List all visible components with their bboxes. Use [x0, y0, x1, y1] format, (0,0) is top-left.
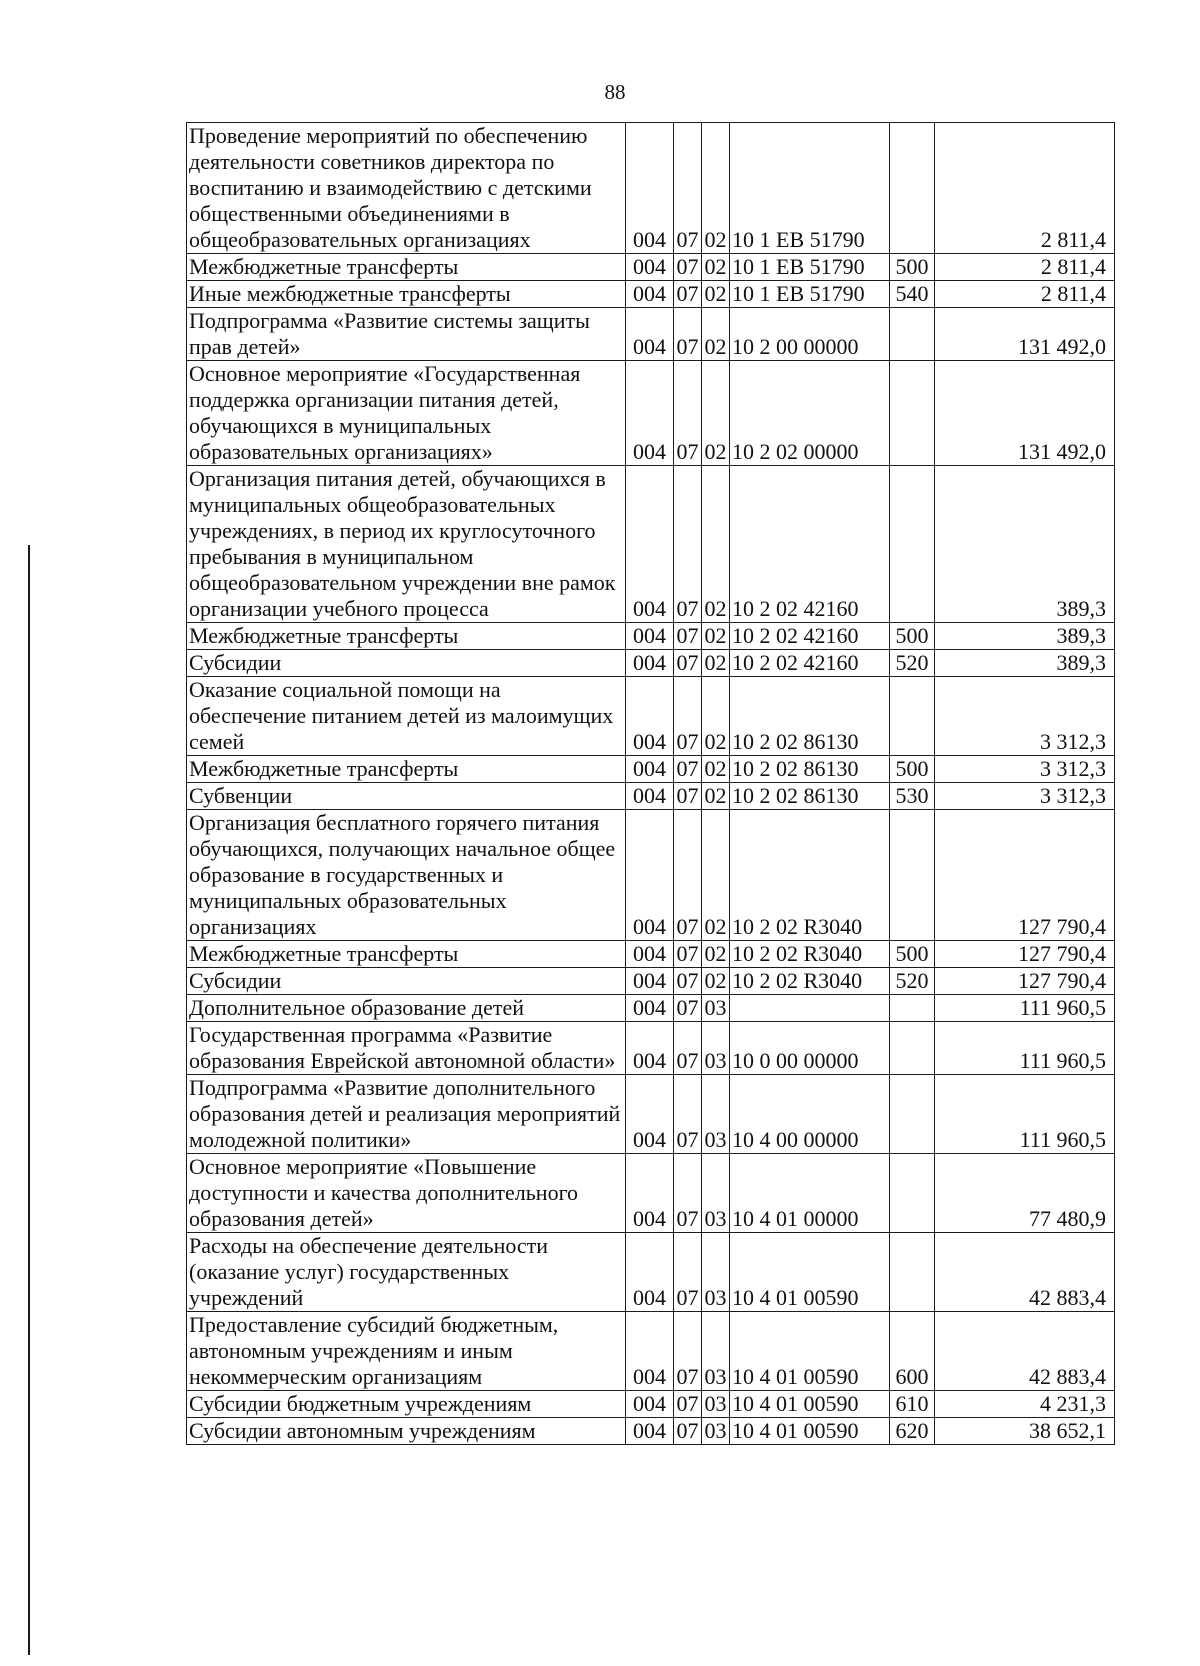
ministry-code: 004	[626, 941, 674, 968]
ministry-code: 004	[626, 650, 674, 677]
subsection-code: 02	[702, 968, 730, 995]
ministry-code: 004	[626, 1075, 674, 1154]
expense-type-code	[890, 466, 935, 623]
row-name: Субсидии бюджетным учреждениям	[187, 1391, 626, 1418]
target-article-code: 10 1 ЕВ 51790	[730, 281, 890, 308]
subsection-code: 02	[702, 623, 730, 650]
expense-type-code	[890, 995, 935, 1022]
amount: 127 790,4	[935, 810, 1115, 941]
ministry-code: 004	[626, 810, 674, 941]
target-article-code: 10 2 02 R3040	[730, 968, 890, 995]
subsection-code: 03	[702, 1391, 730, 1418]
subsection-code: 02	[702, 466, 730, 623]
expense-type-code	[890, 677, 935, 756]
table-row	[187, 941, 1115, 968]
section-code: 07	[674, 1154, 702, 1233]
target-article-code: 10 2 02 R3040	[730, 810, 890, 941]
ministry-code: 004	[626, 281, 674, 308]
table-row	[187, 650, 1115, 677]
section-code: 07	[674, 308, 702, 361]
ministry-code: 004	[626, 1391, 674, 1418]
section-code: 07	[674, 783, 702, 810]
row-name: Субсидии	[187, 968, 626, 995]
target-article-code: 10 2 02 86130	[730, 677, 890, 756]
table-row	[187, 281, 1115, 308]
ministry-code: 004	[626, 308, 674, 361]
subsection-code: 02	[702, 756, 730, 783]
amount: 77 480,9	[935, 1154, 1115, 1233]
table-row	[187, 466, 1115, 623]
section-code: 07	[674, 254, 702, 281]
table-row	[187, 1418, 1115, 1445]
row-name: Государственная программа «Развитие образования Еврейской автономной области»	[187, 1022, 626, 1075]
row-name: Межбюджетные трансферты	[187, 254, 626, 281]
table-row	[187, 810, 1115, 941]
expense-type-code: 540	[890, 281, 935, 308]
table-row	[187, 783, 1115, 810]
amount: 389,3	[935, 623, 1115, 650]
table-row	[187, 1022, 1115, 1075]
expense-type-code: 520	[890, 968, 935, 995]
section-code: 07	[674, 968, 702, 995]
target-article-code: 10 2 02 86130	[730, 783, 890, 810]
target-article-code: 10 2 02 42160	[730, 466, 890, 623]
table-row	[187, 1391, 1115, 1418]
table-row	[187, 123, 1115, 254]
section-code: 07	[674, 1022, 702, 1075]
amount: 2 811,4	[935, 123, 1115, 254]
amount: 111 960,5	[935, 995, 1115, 1022]
ministry-code: 004	[626, 361, 674, 466]
subsection-code: 03	[702, 1233, 730, 1312]
amount: 2 811,4	[935, 254, 1115, 281]
section-code: 07	[674, 650, 702, 677]
amount: 3 312,3	[935, 756, 1115, 783]
ministry-code: 004	[626, 677, 674, 756]
amount: 38 652,1	[935, 1418, 1115, 1445]
table-row	[187, 756, 1115, 783]
target-article-code: 10 2 02 42160	[730, 623, 890, 650]
target-article-code: 10 4 01 00590	[730, 1312, 890, 1391]
section-code: 07	[674, 361, 702, 466]
expense-type-code	[890, 308, 935, 361]
section-code: 07	[674, 995, 702, 1022]
row-name: Дополнительное образование детей	[187, 995, 626, 1022]
section-code: 07	[674, 123, 702, 254]
target-article-code: 10 2 02 00000	[730, 361, 890, 466]
table-row	[187, 1154, 1115, 1233]
table-row	[187, 254, 1115, 281]
amount: 131 492,0	[935, 308, 1115, 361]
subsection-code: 02	[702, 123, 730, 254]
target-article-code: 10 0 00 00000	[730, 1022, 890, 1075]
target-article-code: 10 4 01 00590	[730, 1418, 890, 1445]
budget-table	[186, 122, 1115, 1445]
ministry-code: 004	[626, 1418, 674, 1445]
table-row	[187, 308, 1115, 361]
row-name: Иные межбюджетные трансферты	[187, 281, 626, 308]
section-code: 07	[674, 677, 702, 756]
amount: 111 960,5	[935, 1075, 1115, 1154]
target-article-code: 10 4 01 00590	[730, 1233, 890, 1312]
expense-type-code: 500	[890, 623, 935, 650]
subsection-code: 02	[702, 941, 730, 968]
expense-type-code: 500	[890, 941, 935, 968]
row-name: Субвенции	[187, 783, 626, 810]
amount: 42 883,4	[935, 1233, 1115, 1312]
expense-type-code: 620	[890, 1418, 935, 1445]
target-article-code: 10 1 ЕВ 51790	[730, 123, 890, 254]
section-code: 07	[674, 1391, 702, 1418]
section-code: 07	[674, 1233, 702, 1312]
section-code: 07	[674, 623, 702, 650]
amount: 42 883,4	[935, 1312, 1115, 1391]
subsection-code: 02	[702, 810, 730, 941]
row-name: Основное мероприятие «Повышение доступности и качества дополнительного образования детей»	[187, 1154, 626, 1233]
subsection-code: 03	[702, 1075, 730, 1154]
expense-type-code	[890, 810, 935, 941]
subsection-code: 03	[702, 1022, 730, 1075]
row-name: Субсидии	[187, 650, 626, 677]
amount: 127 790,4	[935, 941, 1115, 968]
target-article-code: 10 2 02 42160	[730, 650, 890, 677]
ministry-code: 004	[626, 756, 674, 783]
expense-type-code: 530	[890, 783, 935, 810]
section-code: 07	[674, 1075, 702, 1154]
ministry-code: 004	[626, 1233, 674, 1312]
table-row	[187, 1312, 1115, 1391]
target-article-code: 10 2 02 86130	[730, 756, 890, 783]
row-name: Оказание социальной помощи на обеспечение питанием детей из малоимущих семей	[187, 677, 626, 756]
target-article-code: 10 4 01 00000	[730, 1154, 890, 1233]
ministry-code: 004	[626, 1022, 674, 1075]
row-name: Межбюджетные трансферты	[187, 941, 626, 968]
table-row	[187, 677, 1115, 756]
ministry-code: 004	[626, 254, 674, 281]
target-article-code: 10 2 00 00000	[730, 308, 890, 361]
target-article-code: 10 4 01 00590	[730, 1391, 890, 1418]
row-name: Субсидии автономным учреждениям	[187, 1418, 626, 1445]
amount: 131 492,0	[935, 361, 1115, 466]
amount: 4 231,3	[935, 1391, 1115, 1418]
section-code: 07	[674, 1312, 702, 1391]
expense-type-code	[890, 361, 935, 466]
section-code: 07	[674, 466, 702, 623]
expense-type-code: 600	[890, 1312, 935, 1391]
margin-line	[28, 545, 30, 1655]
amount: 3 312,3	[935, 783, 1115, 810]
ministry-code: 004	[626, 1154, 674, 1233]
target-article-code: 10 2 02 R3040	[730, 941, 890, 968]
row-name: Основное мероприятие «Государственная поддержка организации питания детей, обучающихся в муниципальных образовательных организациях»	[187, 361, 626, 466]
section-code: 07	[674, 756, 702, 783]
table-row	[187, 361, 1115, 466]
subsection-code: 03	[702, 1418, 730, 1445]
ministry-code: 004	[626, 783, 674, 810]
expense-type-code	[890, 1075, 935, 1154]
target-article-code: 10 4 00 00000	[730, 1075, 890, 1154]
ministry-code: 004	[626, 623, 674, 650]
amount: 389,3	[935, 466, 1115, 623]
table-row	[187, 968, 1115, 995]
amount: 2 811,4	[935, 281, 1115, 308]
amount: 111 960,5	[935, 1022, 1115, 1075]
expense-type-code: 520	[890, 650, 935, 677]
row-name: Проведение мероприятий по обеспечению деятельности советников директора по воспитанию и взаимодействию с детскими общественными объединениями в общеобразовательных организациях	[187, 123, 626, 254]
row-name: Межбюджетные трансферты	[187, 623, 626, 650]
table-row	[187, 995, 1115, 1022]
subsection-code: 02	[702, 281, 730, 308]
page-number: 88	[604, 80, 626, 104]
ministry-code: 004	[626, 968, 674, 995]
expense-type-code	[890, 1022, 935, 1075]
expense-type-code: 500	[890, 756, 935, 783]
expense-type-code: 500	[890, 254, 935, 281]
subsection-code: 02	[702, 677, 730, 756]
table-row	[187, 623, 1115, 650]
ministry-code: 004	[626, 995, 674, 1022]
target-article-code	[730, 995, 890, 1022]
section-code: 07	[674, 281, 702, 308]
subsection-code: 03	[702, 1154, 730, 1233]
subsection-code: 02	[702, 254, 730, 281]
row-name: Расходы на обеспечение деятельности (оказание услуг) государственных учреждений	[187, 1233, 626, 1312]
subsection-code: 02	[702, 308, 730, 361]
target-article-code: 10 1 ЕВ 51790	[730, 254, 890, 281]
row-name: Организация питания детей, обучающихся в муниципальных общеобразовательных учреждениях, в период их круглосуточного пребывания в муниципальном общеобразовательном учреждении вне рамок организации учебного процесса	[187, 466, 626, 623]
expense-type-code: 610	[890, 1391, 935, 1418]
table-row	[187, 1233, 1115, 1312]
subsection-code: 03	[702, 995, 730, 1022]
amount: 127 790,4	[935, 968, 1115, 995]
section-code: 07	[674, 810, 702, 941]
ministry-code: 004	[626, 466, 674, 623]
row-name: Подпрограмма «Развитие дополнительного образования детей и реализация мероприятий молодежной политики»	[187, 1075, 626, 1154]
subsection-code: 02	[702, 361, 730, 466]
expense-type-code	[890, 1233, 935, 1312]
row-name: Организация бесплатного горячего питания обучающихся, получающих начальное общее образование в государственных и муниципальных образовательных организациях	[187, 810, 626, 941]
row-name: Межбюджетные трансферты	[187, 756, 626, 783]
subsection-code: 03	[702, 1312, 730, 1391]
subsection-code: 02	[702, 650, 730, 677]
expense-type-code	[890, 1154, 935, 1233]
section-code: 07	[674, 1418, 702, 1445]
ministry-code: 004	[626, 123, 674, 254]
section-code: 07	[674, 941, 702, 968]
table-row	[187, 1075, 1115, 1154]
subsection-code: 02	[702, 783, 730, 810]
amount: 3 312,3	[935, 677, 1115, 756]
row-name: Предоставление субсидий бюджетным, автономным учреждениям и иным некоммерческим организациям	[187, 1312, 626, 1391]
ministry-code: 004	[626, 1312, 674, 1391]
budget-table-body	[187, 123, 1115, 1445]
expense-type-code	[890, 123, 935, 254]
row-name: Подпрограмма «Развитие системы защиты прав детей»	[187, 308, 626, 361]
amount: 389,3	[935, 650, 1115, 677]
